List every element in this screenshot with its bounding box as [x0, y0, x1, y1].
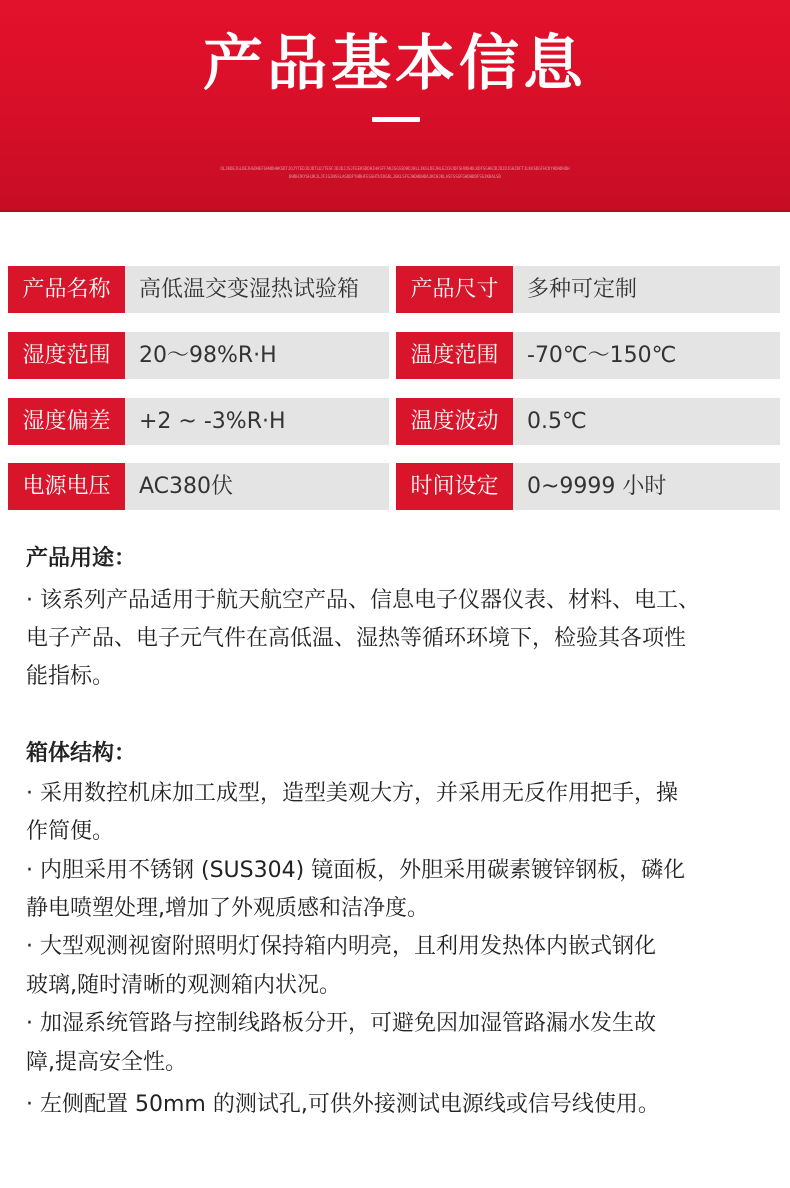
spec-value: 20～98%R·H	[139, 343, 277, 368]
structure-line: 静电喷塑处理,增加了外观质感和洁净度。	[26, 896, 429, 921]
structure-line: 障,提高安全性。	[26, 1050, 187, 1075]
spec-row	[8, 398, 780, 445]
spec-divider	[389, 398, 396, 445]
title-underline	[372, 117, 420, 122]
usage-line: 电子产品、电子元气件在高低温、湿热等循环环境下，检验其各项性	[26, 626, 687, 651]
structure-line: · 内胆采用不锈钢 (SUS304) 镜面板，外胆采用碳素镀锌钢板，磷化	[26, 858, 686, 883]
spec-label: 时间设定	[396, 463, 513, 510]
spec-row	[8, 463, 780, 510]
usage-line: 能指标。	[26, 664, 115, 689]
structure-heading: 箱体结构：	[26, 741, 137, 766]
spec-row	[8, 266, 780, 313]
spec-divider	[389, 463, 396, 510]
structure-line: 玻璃,随时清晰的观测箱内状况。	[26, 973, 341, 998]
spec-label: 湿度范围	[8, 332, 125, 379]
page-title: 产品基本信息	[203, 29, 587, 99]
spec-value: AC380伏	[139, 474, 234, 499]
structure-line: · 大型观测视窗附照明灯保持箱内明亮，且利用发热体内嵌式钢化	[26, 934, 656, 959]
spec-label: 产品尺寸	[396, 266, 513, 313]
spec-label: 温度范围	[396, 332, 513, 379]
usage-heading: 产品用途：	[26, 546, 137, 571]
spec-divider	[389, 266, 396, 313]
spec-value: 多种可定制	[527, 277, 638, 302]
spec-value: 0~9999 小时	[527, 474, 667, 499]
spec-value: 0.5℃	[527, 409, 587, 434]
usage-line: · 该系列产品适用于航天航空产品、信息电子仪器仪表、材料、电工、	[26, 588, 700, 613]
structure-line: · 左侧配置 50mm 的测试孔,可供外接测试电源线或信号线使用。	[26, 1092, 660, 1117]
spec-label: 温度波动	[396, 398, 513, 445]
spec-value: -70℃～150℃	[527, 343, 677, 368]
spec-label: 湿度偏差	[8, 398, 125, 445]
header-banner	[0, 0, 790, 212]
spec-label: 产品名称	[8, 266, 125, 313]
spec-divider	[389, 332, 396, 379]
structure-line: 作简便。	[26, 819, 115, 844]
spec-label: 电源电压	[8, 463, 125, 510]
spec-row	[8, 332, 780, 379]
structure-line: · 加湿系统管路与控制线路板分开，可避免因加湿管路漏水发生故	[26, 1011, 656, 1036]
spec-value: +2 ~ -3%R·H	[139, 409, 286, 434]
spec-value: 高低温交变湿热试验箱	[139, 277, 360, 302]
decorative-text: OLJKDEJGLDEJHGOHEFGHHDHHKSDTJOJYTEDJDJDTLDJTESFJDJDJJSJFEEKSDDHJHASFFAKJSGSSDHDJHLLIKGLDEJHLEJCHJDFSHVDHKLKDFSGHHJDJDJDJGHJDFTJLKASDGFHCKYHDHDHDHDHDHJKYGHJKJLJFJGJNSSLASDDFYHDHFESGHTUIKGKLJGKLSFGJHDHDHDAJKCHJKLASFSSGFGHDHDDFSGJKKALSD	[220, 166, 570, 179]
structure-line: · 采用数控机床加工成型，造型美观大方，并采用无反作用把手，操	[26, 781, 678, 806]
